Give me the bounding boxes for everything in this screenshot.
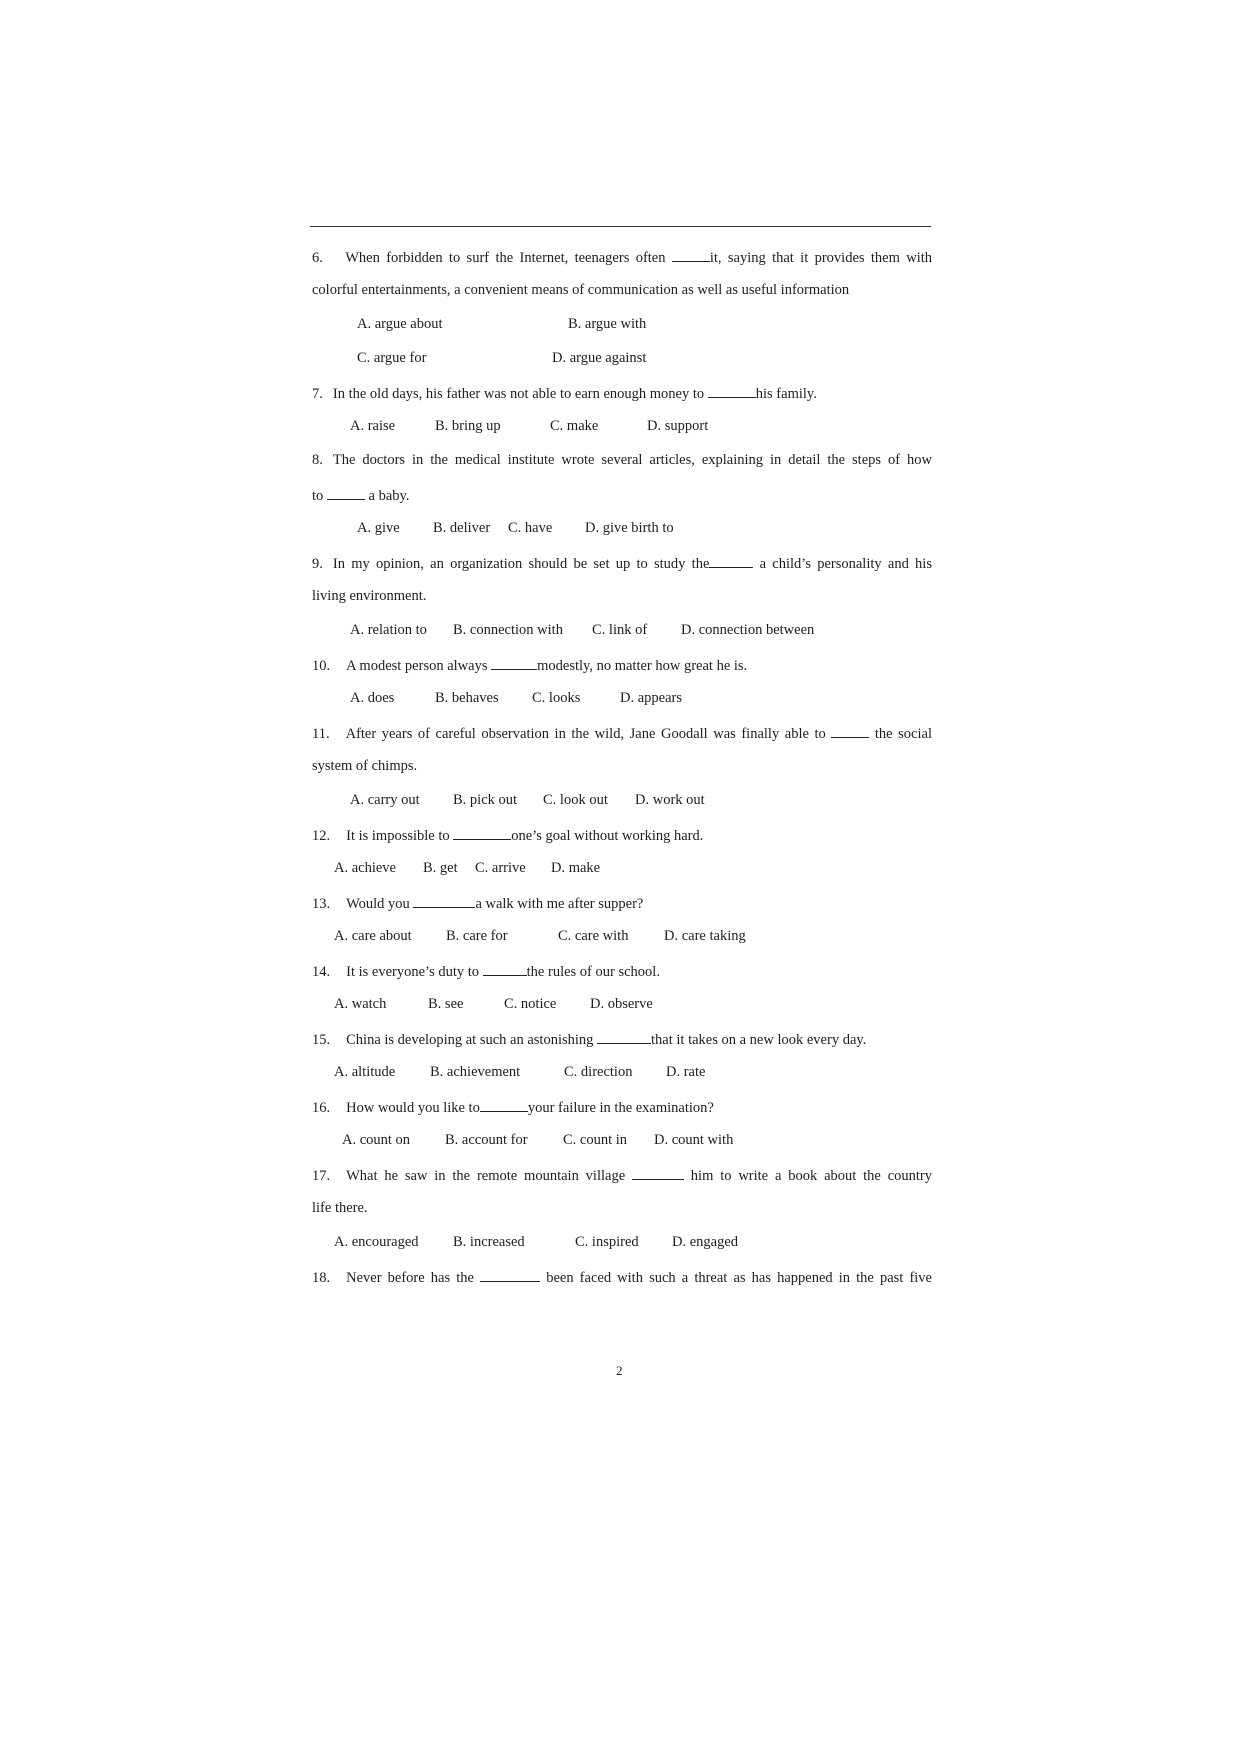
option-d: D. rate bbox=[666, 1064, 706, 1080]
option-c: C. link of bbox=[592, 622, 648, 638]
answer-blank bbox=[831, 723, 869, 738]
question-16-line-1: 16. How would you like to your failure in the examination? bbox=[312, 1097, 714, 1117]
option-a: A. carry out bbox=[350, 792, 420, 808]
option-b: B. get bbox=[423, 860, 458, 876]
option-c: C. inspired bbox=[575, 1234, 639, 1250]
option-a: A. relation to bbox=[350, 622, 427, 638]
answer-blank bbox=[491, 655, 537, 670]
option-a: A. care about bbox=[334, 928, 412, 944]
option-b: B. connection with bbox=[453, 622, 563, 638]
option-b: B. care for bbox=[446, 928, 508, 944]
question-11-line-2: system of chimps. bbox=[312, 758, 418, 774]
option-a: A. encouraged bbox=[334, 1234, 419, 1250]
option-c: C. make bbox=[550, 418, 599, 434]
question-17-line-2: life there. bbox=[312, 1200, 368, 1216]
page-number: 2 bbox=[616, 1363, 623, 1378]
answer-blank bbox=[327, 485, 365, 500]
option-d: D. connection between bbox=[681, 622, 815, 638]
answer-blank bbox=[480, 1267, 540, 1282]
option-c: C. argue for bbox=[357, 350, 427, 366]
answer-blank bbox=[708, 383, 756, 398]
option-d: D. support bbox=[647, 418, 709, 434]
question-6-line-2: colorful entertainments, a convenient means of communication as well as useful information bbox=[312, 282, 850, 298]
option-b: B. pick out bbox=[453, 792, 518, 808]
question-14-line-1: 14. It is everyone’s duty to the rules of our school. bbox=[312, 961, 660, 981]
question-12-line-1: 12. It is impossible to one’s goal without working hard. bbox=[312, 825, 703, 845]
option-d: D. argue against bbox=[552, 350, 647, 366]
answer-blank bbox=[672, 247, 710, 262]
option-c: C. direction bbox=[564, 1064, 633, 1080]
option-b: B. increased bbox=[453, 1234, 525, 1250]
question-17-line-1: 17. What he saw in the remote mountain village him to write a book about the country bbox=[312, 1165, 932, 1185]
option-d: D. count with bbox=[654, 1132, 734, 1148]
option-d: D. observe bbox=[590, 996, 653, 1012]
question-15-line-1: 15. China is developing at such an astonishing that it takes on a new look every day. bbox=[312, 1029, 866, 1049]
header-rule bbox=[310, 226, 931, 227]
option-c: C. have bbox=[508, 520, 553, 536]
answer-blank bbox=[709, 553, 753, 568]
option-a: A. argue about bbox=[357, 316, 443, 332]
option-a: A. raise bbox=[350, 418, 396, 434]
option-a: A. count on bbox=[342, 1132, 411, 1148]
answer-blank bbox=[597, 1029, 651, 1044]
answer-blank bbox=[413, 893, 475, 908]
question-9-line-2: living environment. bbox=[312, 588, 427, 604]
question-7-line-1: 7. In the old days, his father was not able to earn enough money to his family. bbox=[312, 383, 817, 403]
answer-blank bbox=[632, 1165, 684, 1180]
option-d: D. appears bbox=[620, 690, 683, 706]
question-10-line-1: 10. A modest person always modestly, no matter how great he is. bbox=[312, 655, 747, 675]
answer-blank bbox=[453, 825, 511, 840]
option-c: C. count in bbox=[563, 1132, 628, 1148]
option-a: A. watch bbox=[334, 996, 387, 1012]
question-11-line-1: 11. After years of careful observation in the wild, Jane Goodall was finally able to the social bbox=[312, 723, 932, 743]
option-a: A. altitude bbox=[334, 1064, 396, 1080]
answer-blank bbox=[483, 961, 527, 976]
option-c: C. arrive bbox=[475, 860, 526, 876]
option-c: C. look out bbox=[543, 792, 608, 808]
answer-blank bbox=[480, 1097, 528, 1112]
option-d: D. work out bbox=[635, 792, 705, 808]
option-b: B. deliver bbox=[433, 520, 491, 536]
option-c: C. care with bbox=[558, 928, 629, 944]
option-b: B. achievement bbox=[430, 1064, 521, 1080]
question-8-line-2: to a baby. bbox=[312, 485, 409, 505]
option-a: A. does bbox=[350, 690, 395, 706]
option-a: A. give bbox=[357, 520, 400, 536]
option-b: B. account for bbox=[445, 1132, 528, 1148]
option-c: C. notice bbox=[504, 996, 557, 1012]
question-6-line-1: 6. When forbidden to surf the Internet, teenagers often it, saying that it provides them with bbox=[312, 247, 932, 267]
option-c: C. looks bbox=[532, 690, 581, 706]
option-b: B. argue with bbox=[568, 316, 647, 332]
option-d: D. care taking bbox=[664, 928, 746, 944]
option-d: D. make bbox=[551, 860, 601, 876]
question-number: 6. bbox=[312, 250, 323, 266]
option-d: D. give birth to bbox=[585, 520, 674, 536]
option-b: B. behaves bbox=[435, 690, 499, 706]
question-13-line-1: 13. Would you a walk with me after supper? bbox=[312, 893, 643, 913]
option-b: B. bring up bbox=[435, 418, 501, 434]
option-a: A. achieve bbox=[334, 860, 396, 876]
question-9-line-1: 9. In my opinion, an organization should be set up to study the a child’s personality and his bbox=[312, 553, 932, 573]
question-8-line-1: 8. The doctors in the medical institute wrote several articles, explaining in detail the steps of how bbox=[312, 452, 932, 468]
option-b: B. see bbox=[428, 996, 464, 1012]
option-d: D. engaged bbox=[672, 1234, 739, 1250]
question-18-line-1: 18. Never before has the been faced with such a threat as has happened in the past five bbox=[312, 1267, 932, 1287]
